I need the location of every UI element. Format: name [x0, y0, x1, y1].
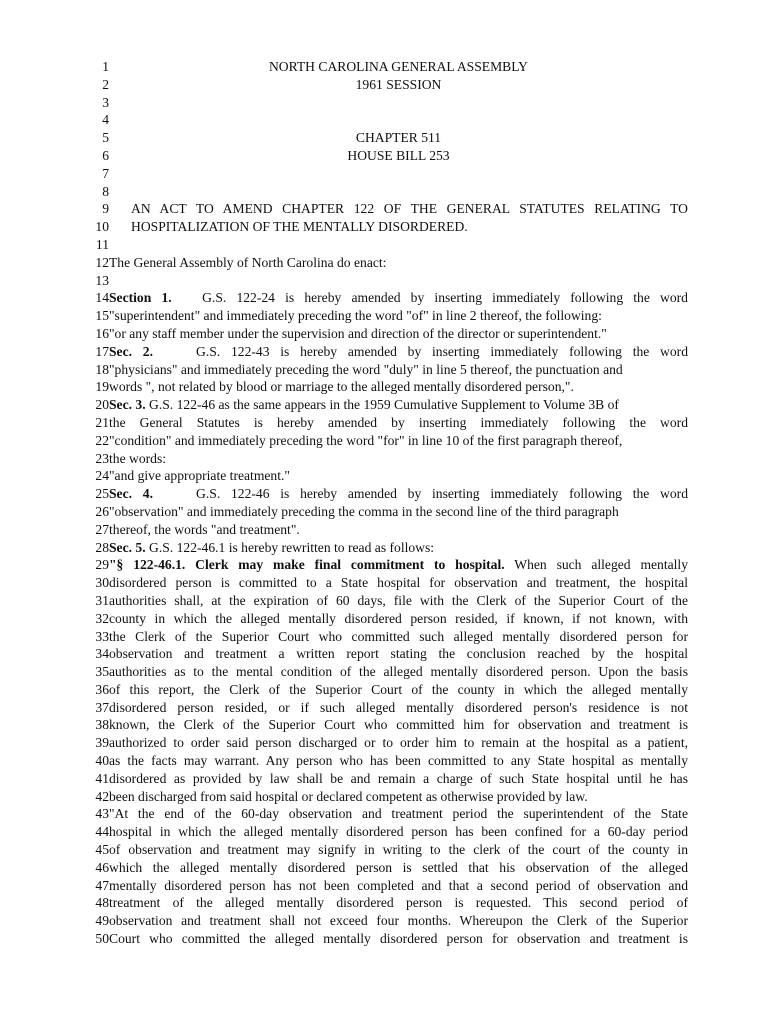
line-7: [0, 165, 770, 183]
section-3-line-4: the words:: [109, 450, 167, 466]
line-number: 50: [95, 931, 109, 947]
line-10: [0, 218, 770, 236]
line-3: [0, 94, 770, 112]
line-number: 40: [95, 753, 109, 769]
statute-p1-line: observation and treatment a written report stating the conclusion reached by the hospital: [109, 646, 688, 662]
statute-p1-line: county in which the alleged mentally disordered person resided, if known, if not known, with: [109, 610, 688, 626]
section-4-label: Sec. 4.: [109, 486, 153, 502]
line-number: 27: [95, 521, 109, 537]
line-44: [0, 823, 770, 841]
line-number: 5: [102, 130, 109, 146]
section-4-text: [109, 485, 688, 503]
line-number: 3: [102, 94, 109, 110]
statute-p2-line: observation and treatment shall not exceed four months. Whereupon the Clerk of the Superior: [109, 913, 688, 929]
statute-heading-line: [109, 556, 688, 574]
statute-p1-line: of this report, the Clerk of the Superior Court of the county in which the alleged mentally: [109, 681, 688, 697]
section-1-line-2: "superintendent" and immediately preceding the word "of" in line 2 thereof, the following:: [109, 308, 602, 324]
section-5-text: [109, 539, 688, 557]
line-number: 26: [95, 503, 109, 519]
line-number: 47: [95, 877, 109, 893]
section-2-label: Sec. 2.: [109, 343, 153, 359]
line-number: 48: [95, 895, 109, 911]
statute-p2-line: which the alleged mentally disordered person is settled that his observation of the alleged: [109, 859, 688, 875]
statute-p1-line: disordered person resided, or if such alleged mentally disordered person's residence is not: [109, 699, 688, 715]
statute-p1-line: authorities as to the mental condition of the alleged mentally disordered person. Upon the basis: [109, 664, 688, 680]
line-16: [0, 325, 770, 343]
line-number: 4: [102, 112, 109, 128]
section-3-line-5: "and give appropriate treatment.": [109, 468, 290, 484]
line-number: 32: [95, 610, 109, 626]
line-48: [0, 894, 770, 912]
line-14: [0, 289, 770, 307]
line-21: [0, 414, 770, 432]
section-3-line-1: G.S. 122-46 as the same appears in the 1959 Cumulative Supplement to Volume 3B of: [149, 397, 619, 413]
line-36: [0, 681, 770, 699]
line-number: 19: [95, 379, 109, 395]
line-1: [0, 58, 770, 76]
act-title-line-2: HOSPITALIZATION OF THE MENTALLY DISORDERED.: [131, 219, 468, 235]
line-20: [0, 396, 770, 414]
statute-p1-line: the Clerk of the Superior Court who committed such alleged mentally disordered person for: [109, 628, 688, 644]
statute-p1-line: authorities shall, at the expiration of 60 days, file with the Clerk of the Superior Court of the: [109, 592, 688, 608]
section-5-line-1: G.S. 122-46.1 is hereby rewritten to read as follows:: [149, 539, 435, 555]
section-3-line-2: the General Statutes is hereby amended by inserting immediately following the word: [109, 414, 688, 430]
line-37: [0, 699, 770, 717]
line-34: [0, 645, 770, 663]
line-2: [0, 76, 770, 94]
line-number: 20: [95, 397, 109, 413]
bill-heading: HOUSE BILL 253: [347, 147, 450, 163]
line-13: [0, 272, 770, 290]
statute-p1-line: disordered person is committed to a State hospital for observation and treatment, the hospital: [109, 575, 688, 591]
line-24: [0, 467, 770, 485]
assembly-heading: NORTH CAROLINA GENERAL ASSEMBLY: [268, 59, 528, 74]
section-3-label: Sec. 3.: [109, 397, 146, 413]
statute-p2-line: mentally disordered person has not been completed and that a second period of observation and: [109, 877, 688, 893]
line-38: [0, 716, 770, 734]
section-3-text: [109, 396, 688, 414]
section-4-line-1: G.S. 122-46 is hereby amended by inserting immediately following the word: [196, 486, 688, 502]
line-45: [0, 841, 770, 859]
line-30: [0, 574, 770, 592]
line-number: 2: [102, 76, 109, 92]
section-2-line-3: words ", not related by blood or marriage to the alleged mentally disordered person,".: [109, 379, 574, 395]
line-number: 43: [95, 806, 109, 822]
line-number: 45: [95, 842, 109, 858]
line-19: [0, 378, 770, 396]
line-23: [0, 450, 770, 468]
line-25: [0, 485, 770, 503]
line-number: 14: [95, 290, 109, 306]
line-number: 15: [95, 308, 109, 324]
line-26: [0, 503, 770, 521]
line-number: 22: [95, 432, 109, 448]
line-4: [0, 111, 770, 129]
statute-p1-line: as the facts may warrant. Any person who has been committed to any State hospital as mentally: [109, 753, 688, 769]
line-40: [0, 752, 770, 770]
line-number: 9: [102, 201, 109, 217]
act-title-line-1: AN ACT TO AMEND CHAPTER 122 OF THE GENERAL STATUTES RELATING TO: [131, 201, 688, 217]
statute-p1-line: authorized to order said person discharged or to order him to remain at the hospital as a patient,: [109, 735, 688, 751]
line-number: 10: [95, 219, 109, 235]
section-3-line-3: "condition" and immediately preceding the word "for" in line 10 of the first paragraph thereof,: [109, 432, 623, 448]
line-number: 33: [95, 628, 109, 644]
line-32: [0, 610, 770, 628]
document-page: [0, 58, 770, 948]
line-28: [0, 539, 770, 557]
section-4-line-3: thereof, the words "and treatment".: [109, 521, 300, 537]
line-22: [0, 432, 770, 450]
line-number: 49: [95, 913, 109, 929]
line-number: 38: [95, 717, 109, 733]
line-number: 24: [95, 468, 109, 484]
line-number: 8: [102, 183, 109, 199]
section-1-text: [109, 289, 688, 307]
line-number: 1: [102, 59, 109, 74]
line-39: [0, 734, 770, 752]
line-41: [0, 770, 770, 788]
line-31: [0, 592, 770, 610]
line-number: 41: [95, 770, 109, 786]
line-number: 31: [95, 592, 109, 608]
line-33: [0, 628, 770, 646]
line-number: 37: [95, 699, 109, 715]
line-27: [0, 521, 770, 539]
line-9: [0, 200, 770, 218]
line-number: 6: [102, 147, 109, 163]
statute-p2-line: Court who committed the alleged mentally disordered person for observation and treatment is: [109, 931, 688, 947]
statute-p2-line: "At the end of the 60-day observation and treatment period the superintendent of the State: [109, 806, 688, 822]
line-number: 12: [95, 254, 109, 270]
section-1-label: Section 1.: [109, 290, 172, 306]
line-43: [0, 805, 770, 823]
line-number: 36: [95, 681, 109, 697]
line-number: 13: [95, 272, 109, 288]
section-1-line-1: G.S. 122-24 is hereby amended by inserting immediately following the word: [202, 290, 688, 306]
line-number: 23: [95, 450, 109, 466]
section-2-text: [109, 343, 688, 361]
line-number: 39: [95, 735, 109, 751]
line-number: 7: [102, 165, 109, 181]
statute-heading: "§ 122-46.1. Clerk may make final commitment to hospital.: [109, 557, 505, 573]
statute-p2-line: treatment of the alleged mentally disordered person is requested. This second period of: [109, 895, 688, 911]
statute-p1-line: disordered as provided by law shall be and remain a charge of such State hospital until he has: [109, 770, 688, 786]
statute-p1-line: known, the Clerk of the Superior Court who committed him for observation and treatment is: [109, 717, 688, 733]
line-35: [0, 663, 770, 681]
line-number: 30: [95, 575, 109, 591]
statute-p2-line: of observation and treatment may signify in writing to the clerk of the court of the county in: [109, 842, 688, 858]
line-number: 25: [95, 486, 109, 502]
line-5: [0, 129, 770, 147]
statute-p1-line: been discharged from said hospital or declared competent as otherwise provided by law.: [109, 788, 588, 804]
line-17: [0, 343, 770, 361]
line-number: 11: [95, 236, 109, 252]
section-2-line-2: "physicians" and immediately preceding the word "duly" in line 5 thereof, the punctuation and: [109, 361, 623, 377]
line-number: 18: [95, 361, 109, 377]
line-12: [0, 254, 770, 272]
statute-p2-line: hospital in which the alleged mentally disordered person has been confined for a 60-day period: [109, 824, 688, 840]
section-1-line-3: "or any staff member under the supervision and direction of the director or superintendent.": [109, 325, 607, 341]
chapter-heading: CHAPTER 511: [355, 130, 442, 146]
line-49: [0, 912, 770, 930]
line-50: [0, 930, 770, 948]
line-8: [0, 183, 770, 201]
enacting-clause: The General Assembly of North Carolina do enact:: [109, 254, 387, 270]
line-18: [0, 361, 770, 379]
line-number: 16: [95, 325, 109, 341]
section-2-line-1: G.S. 122-43 is hereby amended by inserting immediately following the word: [196, 343, 688, 359]
line-46: [0, 859, 770, 877]
line-42: [0, 788, 770, 806]
line-number: 21: [95, 414, 109, 430]
line-number: 35: [95, 664, 109, 680]
line-47: [0, 877, 770, 895]
line-number: 28: [95, 539, 109, 555]
line-number: 34: [95, 646, 109, 662]
line-29: [0, 556, 770, 574]
line-number: 29: [95, 557, 109, 573]
line-number: 17: [95, 343, 109, 359]
line-6: [0, 147, 770, 165]
line-number: 44: [95, 824, 109, 840]
statute-p1-line-1: When such alleged mentally: [514, 557, 688, 573]
line-number: 42: [95, 788, 109, 804]
line-number: 46: [95, 859, 109, 875]
section-5-label: Sec. 5.: [109, 539, 146, 555]
line-15: [0, 307, 770, 325]
line-11: [0, 236, 770, 254]
session-heading: 1961 SESSION: [355, 76, 442, 92]
section-4-line-2: "observation" and immediately preceding the comma in the second line of the third paragraph: [109, 503, 619, 519]
